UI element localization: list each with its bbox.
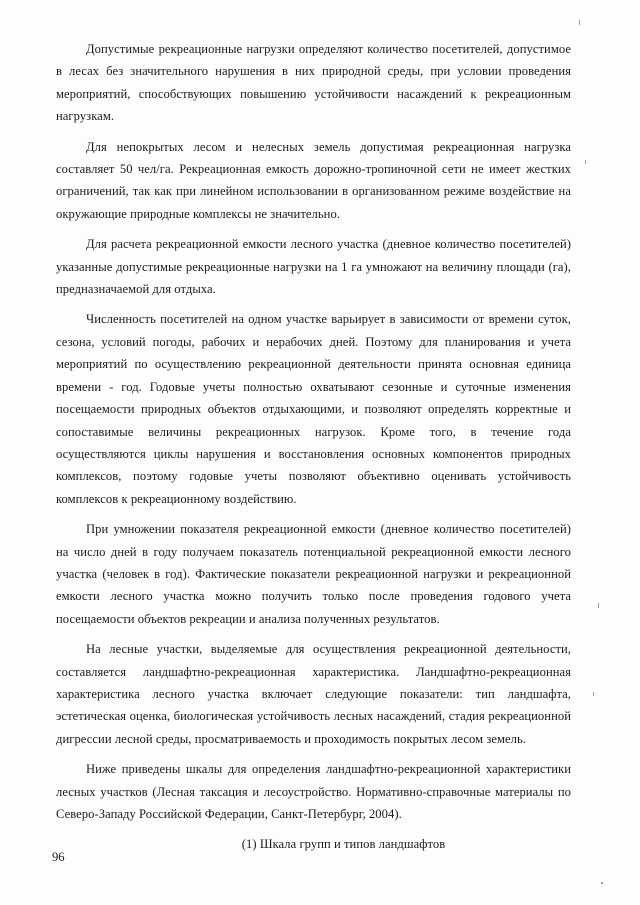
paragraph-7: Ниже приведены шкалы для определения ландшафтно-рекреационной характеристики лесных участков (Лесная таксация и лесоустройство. Нормативно-справочные материалы по Северо-Западу Российской Федерации, Санкт-Петербург, 2004). — [56, 762, 571, 821]
scan-speck — [585, 160, 586, 164]
paragraph-3: Для расчета рекреационной емкости лесного участка (дневное количество посетителей) указанные допустимые рекреационные нагрузки на 1 га умножают на величину площади (га), предназначаемой для отдыха. — [56, 237, 571, 297]
paragraph-2: Для непокрытых лесом и нелесных земель допустимая рекреационная нагрузка составляет 50 чел/га. Рекреационная емкость дорожно-тропиночной сети не имеет жестких ограничений, так как при линейном использовании в организованном режиме воздействие на окружающие природные комплексы не значительно. — [56, 139, 571, 221]
scan-speck — [601, 882, 603, 884]
body-text — [56, 38, 571, 864]
paragraph-4: Численность посетителей на одном участке варьирует в зависимости от времени суток, сезона, условий погоды, рабочих и нерабочих дней. Поэтому для планирования и учета мероприятий по осуществлению рекреационной деятельности принята основная единица времени - год. Годовые учеты полностью охватывают сезонные и суточные изменения посещаемости природных объектов отдыхающими, и позволяют определять корректные и сопоставимые величины рекреационных нагрузок. Кроме того, в течение года осуществляются циклы нарушения и восстановления основных компонентов природных комплексов, поэтому годовые учеты позволяют объективно оценивать устойчивость комплексов к рекреационному воздействию. — [56, 312, 571, 506]
scan-speck — [579, 20, 580, 25]
page-number: 96 — [52, 850, 65, 864]
paragraph-1: Допустимые рекреационные нагрузки определяют количество посетителей, допустимое в лесах без значительного нарушения в них природной среды, при условии проведения мероприятий, способствующих повышению устойчивости насаждений к рекреационным нагрузкам. — [56, 42, 571, 124]
table-caption: (1) Шкала групп и типов ландшафтов — [241, 837, 446, 852]
paragraph-5: При умножении показателя рекреационной емкости (дневное количество посетителей) на число дней в году получаем показатель потенциальной рекреационной емкости лесного участка (человек в год). Фактические показатели рекреационной нагрузки и рекреационной емкости лесного участка можно получить только после проведения годового учета посещаемости объектов рекреации и анализа полученных результатов. — [56, 522, 571, 626]
scan-speck — [593, 692, 594, 696]
scan-speck — [598, 603, 599, 608]
paragraph-6: На лесные участки, выделяемые для осуществления рекреационной деятельности, составляется ландшафтно-рекреационная характеристика. Ландшафтно-рекреационная характеристика лесного участка включает следующие показатели: тип ландшафта, эстетическая оценка, биологическая устойчивость лесных насаждений, стадия рекреационной дигрессии лесной среды, просматриваемость и проходимость покрытых лесом земель. — [56, 642, 571, 746]
